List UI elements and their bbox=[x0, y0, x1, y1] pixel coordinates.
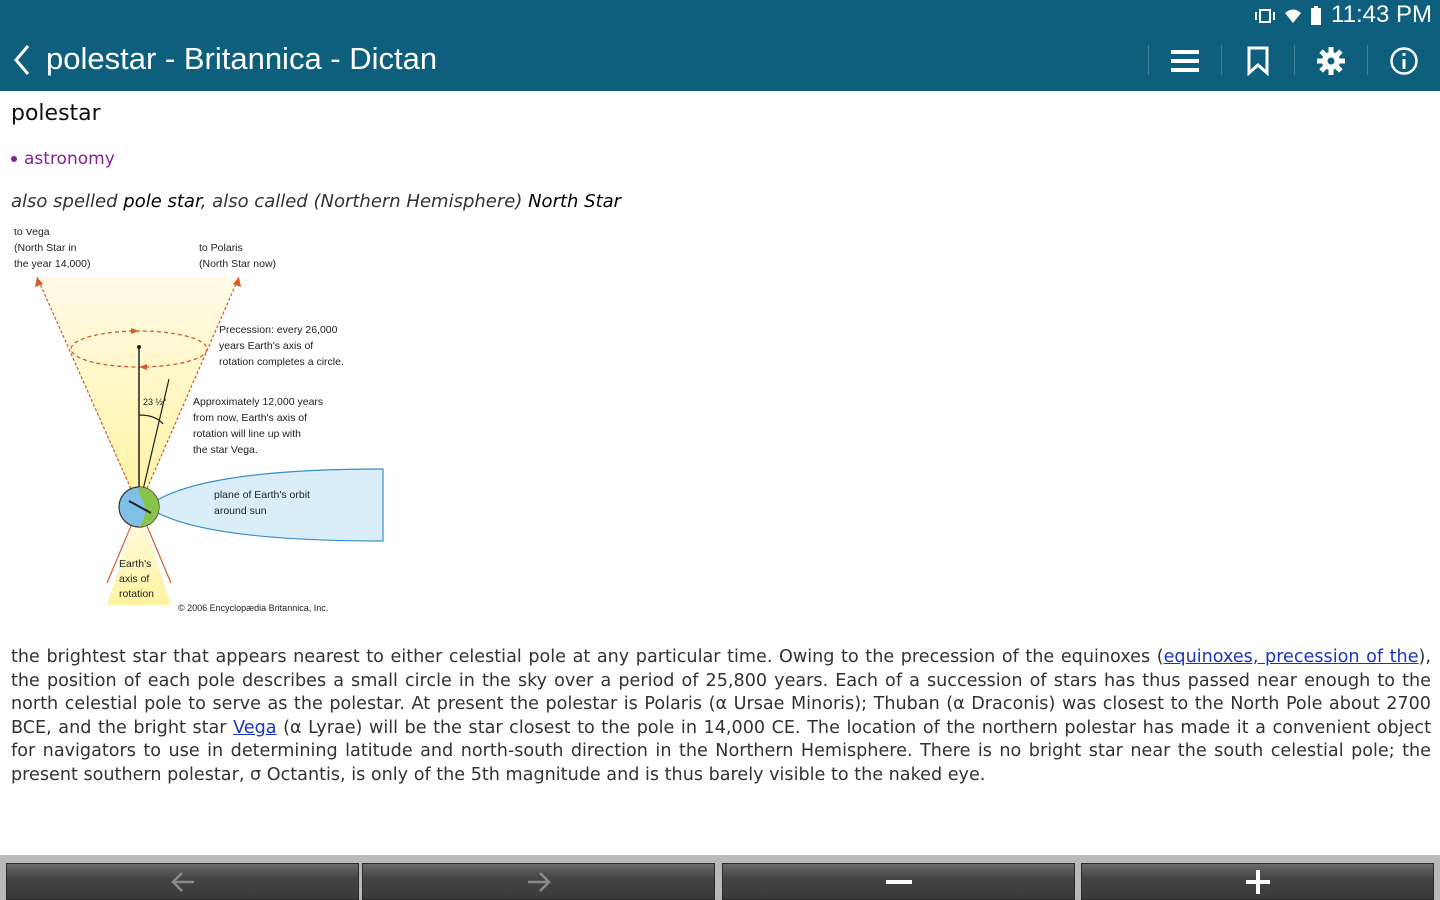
spelling-middle: , also called (Northern Hemisphere) bbox=[200, 191, 523, 212]
wifi-icon bbox=[1284, 8, 1302, 28]
bullet-icon bbox=[11, 156, 17, 162]
headword: polestar bbox=[11, 101, 101, 126]
spelling-alt: North Star bbox=[528, 191, 622, 212]
back-arrow-icon bbox=[170, 871, 196, 893]
polaris-label-1: to Polaris bbox=[199, 242, 243, 254]
vega-link[interactable]: Vega bbox=[233, 717, 277, 738]
menu-icon bbox=[1170, 48, 1200, 74]
orbit-label-1: plane of Earth's orbit bbox=[214, 489, 310, 501]
vega-label-3: the year 14,000) bbox=[14, 258, 91, 270]
divider bbox=[1367, 45, 1368, 75]
axis-label-1: Earth's bbox=[119, 558, 152, 570]
back-button[interactable] bbox=[8, 42, 38, 78]
minus-icon bbox=[885, 871, 913, 893]
menu-button[interactable] bbox=[1148, 30, 1221, 91]
zoom-out-button[interactable] bbox=[722, 863, 1075, 900]
polaris-label-2: (North Star now) bbox=[199, 258, 277, 270]
upper-cone bbox=[37, 277, 239, 507]
future-label-3: rotation will line up with bbox=[193, 428, 301, 440]
page-title: polestar - Britannica - Dictan bbox=[46, 41, 438, 76]
future-label-2: from now, Earth's axis of bbox=[193, 412, 308, 424]
action-bar bbox=[1148, 30, 1440, 91]
precession-diagram bbox=[11, 229, 391, 629]
future-label-4: the star Vega. bbox=[193, 444, 258, 456]
divider bbox=[1294, 45, 1295, 75]
axis-top bbox=[137, 345, 141, 349]
copyright-text: © 2006 Encyclopædia Britannica, Inc. bbox=[178, 603, 329, 613]
app-bar bbox=[0, 30, 1440, 91]
bookmark-button[interactable] bbox=[1221, 30, 1294, 91]
zoom-in-button[interactable] bbox=[1081, 863, 1434, 900]
chevron-left-icon bbox=[8, 42, 38, 78]
future-label-1: Approximately 12,000 years bbox=[193, 396, 324, 408]
back-nav-button[interactable] bbox=[6, 863, 359, 900]
forward-arrow-icon bbox=[526, 871, 552, 893]
category-link[interactable] bbox=[11, 149, 115, 169]
precession-label-1: Precession: every 26,000 bbox=[219, 324, 338, 336]
orbit-label-2: around sun bbox=[214, 505, 267, 517]
gear-icon bbox=[1316, 46, 1346, 76]
battery-icon bbox=[1310, 6, 1322, 30]
settings-button[interactable] bbox=[1294, 30, 1367, 91]
axis-label-3: rotation bbox=[119, 588, 155, 600]
axis-label-2: axis of bbox=[119, 573, 150, 585]
vega-label-1: to Vega bbox=[14, 229, 50, 238]
spelling-line bbox=[11, 191, 621, 212]
body-part-2: ), the position of each pole describes a small circle in the sky over a period of 25,800 years. Each of a succession of stars has thus passed near enough to the north celestial pole to serve as the polestar. At present the polestar is Polaris (α Ursae Minoris); Thuban (α Draconis) was closest to the North Pole about 2700 BCE, and the bright star bbox=[11, 647, 1431, 738]
divider bbox=[1148, 45, 1149, 75]
info-icon bbox=[1389, 46, 1419, 76]
status-time: 11:43 PM bbox=[1331, 1, 1432, 28]
divider bbox=[1221, 45, 1222, 75]
precession-label-2: years Earth's axis of bbox=[219, 340, 314, 352]
status-bar bbox=[0, 0, 1440, 30]
forward-nav-button[interactable] bbox=[362, 863, 715, 900]
category-label: astronomy bbox=[24, 149, 115, 169]
plus-icon bbox=[1245, 869, 1271, 895]
definition-text bbox=[11, 646, 1431, 788]
vega-label-2: (North Star in bbox=[14, 242, 77, 254]
spelling-prefix: also spelled bbox=[11, 191, 118, 212]
vibrate-icon bbox=[1254, 8, 1276, 28]
precession-label-3: rotation completes a circle. bbox=[219, 356, 344, 368]
status-icons bbox=[1254, 6, 1322, 30]
bottom-toolbar bbox=[0, 855, 1440, 900]
body-part-3: (α Lyrae) will be the star closest to the pole in 14,000 CE. The location of the northern polestar has made it a convenient object for navigators to use in determining latitude and north-south direction in the Northern Hemisphere. There is no bright star near the south celestial pole; the present southern polestar, σ Octantis, is only of the 5th magnitude and is thus barely visible to the naked eye. bbox=[11, 717, 1431, 785]
diagram-svg bbox=[11, 229, 391, 629]
info-button[interactable] bbox=[1367, 30, 1440, 91]
angle-label: 23 ½° bbox=[143, 397, 167, 407]
bookmark-icon bbox=[1246, 46, 1270, 76]
equinoxes-link[interactable]: equinoxes, precession of the bbox=[1163, 647, 1419, 667]
orbit-plane bbox=[151, 469, 383, 541]
body-part-1: the brightest star that appears nearest to either celestial pole at any particular time. Owing to the precession of the equinoxes ( bbox=[11, 647, 1164, 667]
spelling-variant: pole star bbox=[123, 191, 201, 212]
